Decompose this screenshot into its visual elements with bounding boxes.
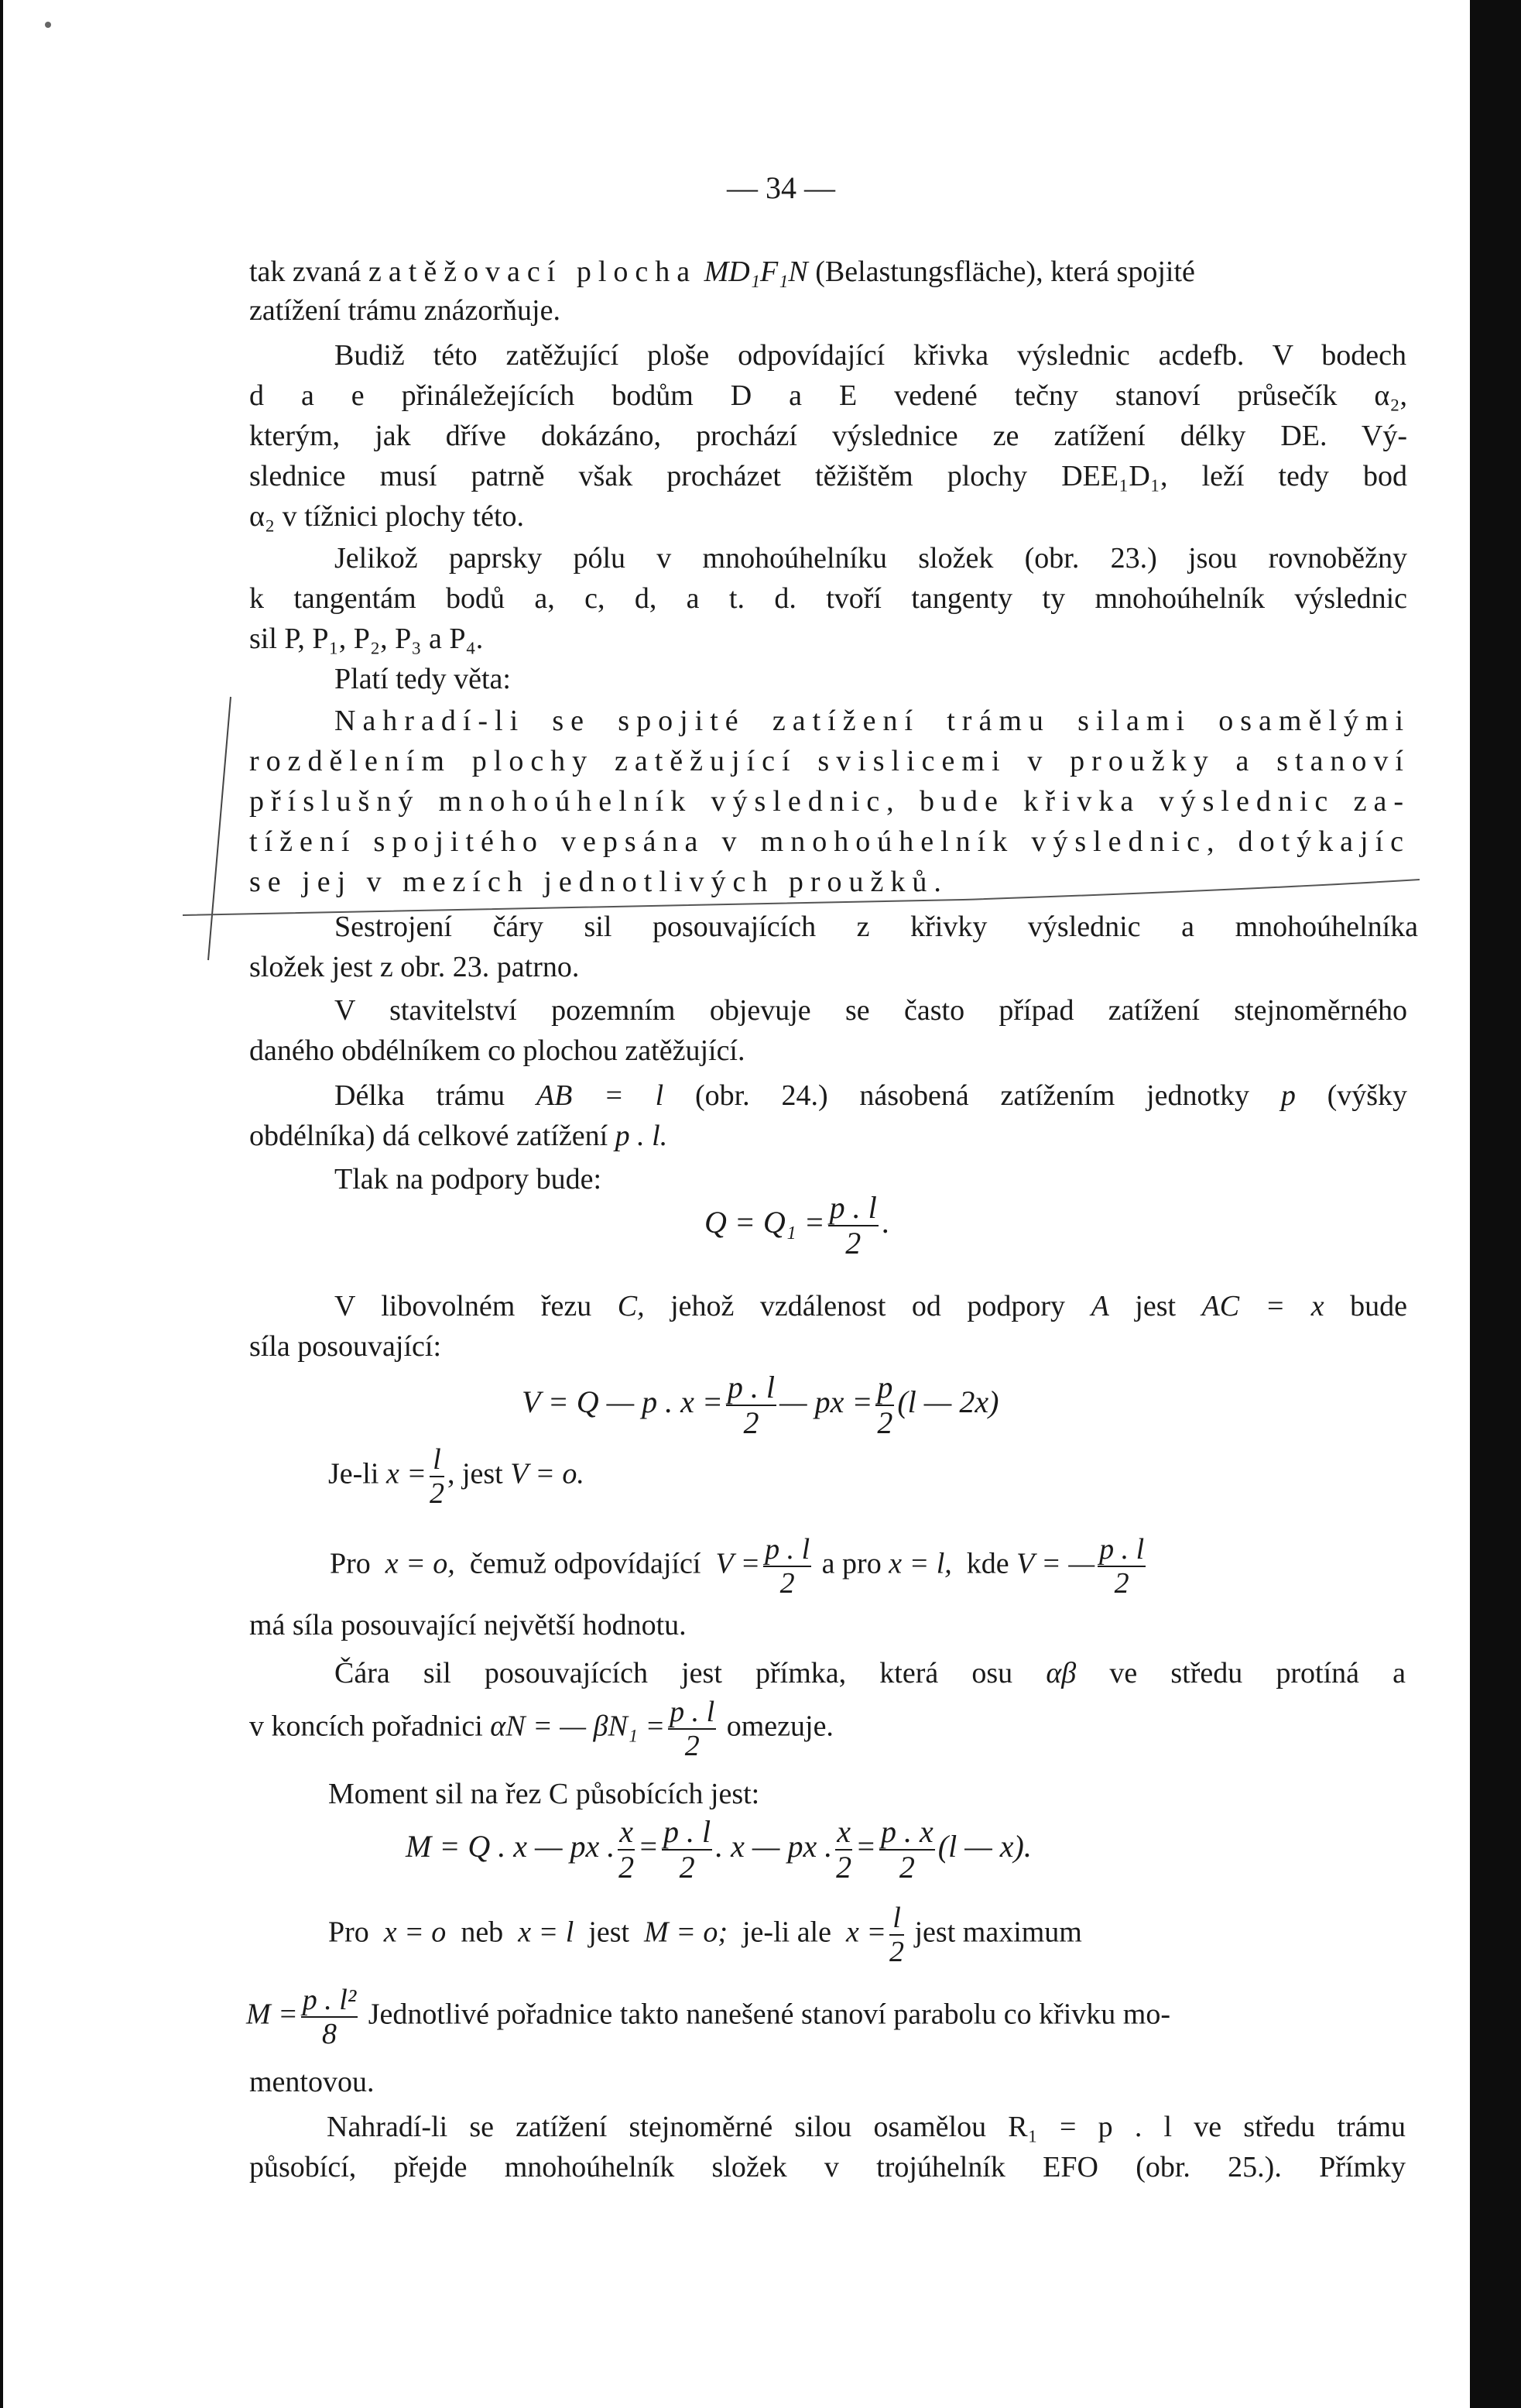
text-line: Čára sil posouvajících jest přímka, která osu αβ ve středu protíná a (334, 1657, 1406, 1689)
fraction: $\frac{\text{p . l²}}{8}$ (302, 1984, 357, 2050)
text-line: Moment sil na řez C působících jest: (328, 1778, 760, 1810)
fraction: $\frac{p}{2}$ (877, 1370, 893, 1440)
text-line: daného obdélníkem co plochou zatěžující. (249, 1034, 745, 1067)
text-line: kterým, jak dříve dokázáno, prochází výslednice ze zatížení délky DE. Vý- (249, 420, 1407, 452)
text-span: (obr. 24.) násobená zatížením jednotky (694, 1079, 1250, 1112)
math-symbol: C, (617, 1290, 645, 1322)
text-line (334, 1287, 1407, 1326)
math-symbol: A (1091, 1290, 1109, 1322)
text-line: síla posouvající: (249, 1330, 442, 1363)
theorem-line: příslušný mnohoúhelník výslednic, bude křivka výslednic za- (249, 785, 1410, 818)
text-line: zatížení trámu znázorňuje. (249, 294, 560, 327)
theorem-line: tížení spojitého vepsána v mnohoúhelník výslednic, dotýkajíc (249, 825, 1410, 858)
text-line: Je-li x = $\frac{l}{2}$ , jest V = o. (328, 1443, 584, 1510)
text-line: v koncích pořadnici αN = — βN₁ = $\frac{p . l}{2}$ omezuje. (249, 1696, 834, 1762)
text-span: tak zvaná (249, 256, 361, 288)
math-expression: p . l. (615, 1120, 668, 1152)
fraction: $\frac{p . l}{2}$ (663, 1814, 711, 1885)
text-line: působící, přejde mnohoúhelník složek v trojúhelník EFO (obr. 25.). Přímky (249, 2151, 1406, 2183)
page-binding-edge (1470, 0, 1495, 2408)
text-line: M = $\frac{\text{p . l²}}{8}$ Jednotlivé pořadnice takto nanešené stanoví parabolu co křivku mo- (246, 1984, 1170, 2050)
text-span: obdélníka) dá celkové zatížení (249, 1120, 608, 1152)
text-line: sil P, P₁, P₂, P₃ a P₄. (249, 623, 484, 655)
text-line (249, 1117, 667, 1155)
text-line: Pro x = o, čemuž odpovídající V = $\frac{p . l}{2}$ a pro x = l, kde V = — $\frac{p . l}{2}$ (330, 1533, 1145, 1600)
text-span: (výšky (1327, 1079, 1408, 1112)
text-line (334, 1076, 1407, 1115)
fraction: $\frac{x}{2}$ (618, 1814, 635, 1885)
text-line: mentovou. (249, 2066, 375, 2098)
text-line: k tangentám bodů a, c, d, a t. d. tvoří tangenty ty mnohoúhelník výslednic (249, 582, 1407, 615)
text-line: Nahradí-li se zatížení stejnoměrné silou osamělou R₁ = p . l ve středu trámu (327, 2111, 1406, 2143)
fraction: $\frac{x}{2}$ (836, 1814, 852, 1885)
text-line: Platí tedy věta: (334, 663, 511, 695)
page-number: — 34 — (727, 170, 835, 205)
fraction: $\frac{p . l}{2}$ (670, 1696, 715, 1762)
text-line: Budiž této zatěžující ploše odpovídající křivka výslednic acdefb. V bodech (334, 339, 1406, 372)
equation-bending-moment: M = Q . x — px . $\frac{x}{2}$ = $\frac{p . l}{2}$ . x — px . $\frac{x}{2}$ = $\frac{p . x}{2}$ (l — x). (406, 1814, 1032, 1885)
text-line: slednice musí patrně však procházet těžištěm plochy DEE₁D₁, leží tedy bod (249, 460, 1407, 492)
text-span: Délka trámu (334, 1079, 505, 1112)
math-expression: Q = Q₁ = (704, 1205, 825, 1240)
math-symbol: MD₁F₁N (704, 256, 808, 288)
math-symbol: p (1280, 1079, 1296, 1112)
text-line: složek jest z obr. 23. patrno. (249, 951, 580, 983)
text-line: Pro x = o neb x = l jest M = o; je-li ale x = $\frac{l}{2}$ jest maximum (328, 1902, 1082, 1968)
fraction: $\frac{p . l}{2}$ (1099, 1533, 1145, 1600)
theorem-line: se jej v mezích jednotlivých proužků. (249, 866, 948, 898)
equation-reaction: Q = Q₁ = $\frac{p . l}{2}$ . (704, 1190, 889, 1261)
theorem-line: Nahradí-li se spojité zatížení trámu silami osamělými (334, 705, 1410, 737)
math-expression: AC = x (1201, 1290, 1324, 1322)
text-line: α₂ v tížnici plochy této. (249, 500, 525, 533)
text-span: bude (1350, 1290, 1408, 1322)
fraction: $\frac{p . l}{2}$ (829, 1190, 877, 1261)
text-line: Sestrojení čáry sil posouvajících z křivky výslednic a mnohoúhelníka (334, 911, 1418, 943)
fraction: $\frac{p . l}{2}$ (765, 1533, 810, 1600)
text-span: (Belastungsfläche), která spojité (815, 256, 1195, 288)
equation-shear-force: V = Q — p . x = $\frac{p . l}{2}$ — px = $\frac{p}{2}$ (l — 2x) (522, 1370, 999, 1440)
text-line: má síla posouvající největší hodnotu. (249, 1609, 687, 1641)
scanned-page (3, 0, 1495, 2408)
text-line: d a e přináležejících bodům D a E vedené tečny stanoví průsečík α₂, (249, 379, 1407, 412)
fraction: $\frac{l}{2}$ (429, 1443, 444, 1510)
text-span: jehož vzdálenost od podpory (670, 1290, 1066, 1322)
text-span: jest (1135, 1290, 1177, 1322)
fraction: $\frac{p . x}{2}$ (881, 1814, 933, 1885)
text-line: V stavitelství pozemním objevuje se často případ zatížení stejnoměrného (334, 994, 1407, 1027)
math-expression: AB = l (536, 1079, 664, 1112)
fraction: $\frac{p . l}{2}$ (727, 1370, 776, 1440)
margin-pencil-line (208, 697, 231, 960)
fraction: $\frac{l}{2}$ (889, 1902, 904, 1968)
theorem-line: rozdělením plochy zatěžující svislicemi v proužky a stanoví (249, 745, 1410, 777)
spaced-term: zatěžovací plocha (368, 256, 697, 288)
text-span: V libovolném řezu (334, 1290, 592, 1322)
text-line: Tlak na podpory bude: (334, 1163, 602, 1195)
text-line (249, 252, 1451, 291)
text-line: Jelikož paprsky pólu v mnohoúhelníku složek (obr. 23.) jsou rovnoběžny (334, 542, 1407, 575)
scan-speck (45, 22, 51, 28)
